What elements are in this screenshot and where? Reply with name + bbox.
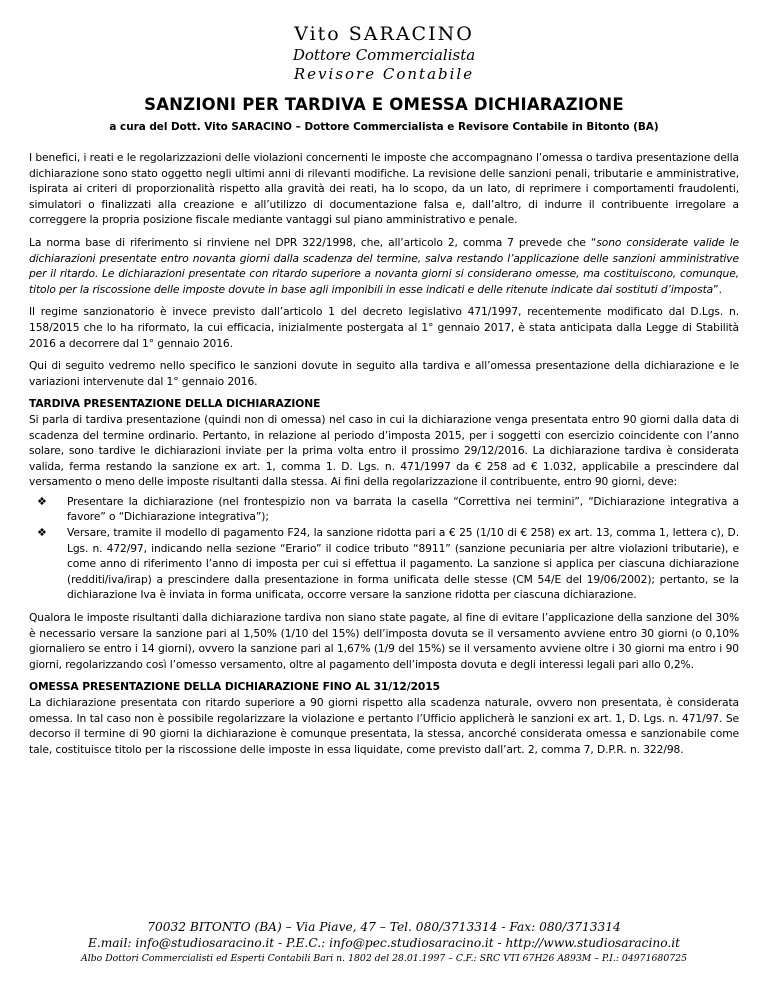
footer-contacts: E.mail: info@studiosaracino.it - P.E.C.: info@pec.studiosaracino.it - http://www.studiosaracino.it bbox=[87, 936, 681, 950]
diamond-bullet-icon: ❖ bbox=[37, 526, 47, 540]
document-title: SANZIONI PER TARDIVA E OMESSA DICHIARAZIONE bbox=[144, 95, 624, 114]
paragraph-intro: I benefici, i reati e le regolarizzazioni delle violazioni concernenti le imposte che accompagnano l’omessa o tardiva presentazione della dichiarazione sono stato oggetto negli ultimi anni di rilevanti modifiche. La revisione delle sanzioni penali, tributarie e amministrative, ispirata ai criteri di proporzionalità rispetto alla gravità dei reati, ha lo scopo, da un lato, di reprimere i comportamenti fraudolenti, simulatori o finalizzati alla creazione e all’utilizzo di documentazione falsa e, dall’altro, di indurre il contribuente irregolare a correggere la propria posizione fiscale mediante vantaggi sul piano amministrativo e penale. bbox=[29, 151, 739, 227]
paragraph-norma-base-end: ”. bbox=[713, 282, 722, 296]
document-body bbox=[29, 150, 739, 764]
paragraph-omessa: La dichiarazione presentata con ritardo superiore a 90 giorni rispetto alla scadenza naturale, ovvero non presentata, è considerata omessa. In tal caso non è possibile regolarizzare la violazione e pertanto l’Ufficio applicherà le sanzioni ex art. 1, D. Lgs. n. 471/97. Se decorso il termine di 90 giorni la dichiarazione è comunque presentata, la stessa, ancorché considerata omessa e sanzionabile come tale, costituisce titolo per la riscossione delle imposte in essa liquidate, come previsto dall’art. 2, comma 7, D.P.R. n. 322/98. bbox=[29, 696, 739, 756]
paragraph-norma-base-start: La norma base di riferimento si rinviene nel DPR 322/1998, che, all’articolo 2, comma 7 prevede che “ bbox=[29, 235, 597, 249]
footer-address: 70032 BITONTO (BA) – Via Piave, 47 – Tel. 080/3713314 - Fax: 080/3713314 bbox=[147, 920, 621, 934]
section-heading-tardiva: TARDIVA PRESENTAZIONE DELLA DICHIARAZIONE bbox=[29, 397, 321, 411]
letterhead bbox=[0, 22, 768, 84]
document-subtitle: a cura del Dott. Vito SARACINO – Dottore Commercialista e Revisore Contabile in Bitonto (BA) bbox=[109, 121, 659, 133]
section-heading-omessa: OMESSA PRESENTAZIONE DELLA DICHIARAZIONE FINO AL 31/12/2015 bbox=[29, 680, 440, 694]
diamond-bullet-icon: ❖ bbox=[37, 494, 47, 508]
letterhead-name: Vito SARACINO bbox=[294, 23, 474, 45]
footer bbox=[0, 919, 768, 967]
footer-registration: Albo Dottori Commercialisti ed Esperti Contabili Bari n. 1802 del 28.01.1997 – C.F.: SRC VTI 67H26 A893M – P.I.: 04971680725 bbox=[81, 953, 687, 964]
list-item-text: Versare, tramite il modello di pagamento F24, la sanzione ridotta pari a € 25 (1/10 di € 258) ex art. 13, comma 1, lettera c), D. Lgs. n. 472/97, indicando nella sezione “Erario” il codice tributo “8911” (sanzione pecuniaria per altre violazioni tributarie), e come anno di riferimento l’anno di imposta per cui si effettua il pagamento. La sanzione si applica per ciascuna dichiarazione (redditi/iva/irap) a prescindere dalla presentazione in forma unificata delle stesse (CM 54/E del 19/06/2002); pertanto, se la dichiarazione Iva è inviata in forma unificata, occorre versare la sanzione ridotta per ciascuna dichiarazione. bbox=[67, 526, 739, 602]
paragraph-norma-base bbox=[29, 235, 739, 297]
list-item bbox=[37, 525, 739, 603]
paragraph-overview: Qui di seguito vedremo nello specifico le sanzioni dovute in seguito alla tardiva e all’omessa presentazione della dichiarazione e le variazioni intervenute dal 1° gennaio 2016. bbox=[29, 359, 739, 388]
list-item-text: Presentare la dichiarazione (nel frontespizio non va barrata la casella “Correttiva nei termini”, “Dichiarazione integrativa a favore” o “Dichiarazione integrativa”); bbox=[67, 494, 739, 524]
quoted-article-text: sono considerate valide le dichiarazioni presentate entro novanta giorni dalla scadenza del termine, salva restando l’applicazione delle sanzioni amministrative per il ritardo. Le dichiarazioni presentate con ritardo superiore a novanta giorni si considerano omesse, ma costituiscono, comunque, titolo per la riscossione delle imposte dovute in base agli imponibili in esse indicati e delle ritenute indicate dai sostituti d’imposta bbox=[29, 235, 739, 296]
paragraph-regime-sanzionatorio: Il regime sanzionatorio è invece previsto dall’articolo 1 del decreto legislativo 471/1997, recentemente modificato dal D.Lgs. n. 158/2015 che lo ha riformato, la cui efficacia, inizialmente postergata al 1° gennaio 2017, è stata anticipata dalla Legge di Stabilità 2016 a decorrere dal 1° gennaio 2016. bbox=[29, 305, 739, 350]
letterhead-revisor: Revisore Contabile bbox=[293, 65, 475, 83]
paragraph-imposte-non-pagate: Qualora le imposte risultanti dalla dichiarazione tardiva non siano state pagate, al fine di evitare l’applicazione della sanzione del 30% è necessario versare la sanzione pari al 1,50% (1/10 del 15%) dell’imposta dovuta se il versamento avviene entro 30 giorni (o 0,10% giornaliero se entro i 14 giorni), ovvero la sanzione pari al 1,67% (1/9 del 15%) se il versamento avviene oltre i 30 giorni ma entro i 90 giorni, regolarizzando così l’omesso versamento, oltre al pagamento dell’imposta dovuta e degli interessi legali pari allo 0,2%. bbox=[29, 611, 739, 671]
letterhead-role: Dottore Commercialista bbox=[292, 46, 476, 64]
list-item bbox=[37, 494, 739, 525]
bullet-list bbox=[29, 494, 739, 603]
paragraph-tardiva: Si parla di tardiva presentazione (quindi non di omessa) nel caso in cui la dichiarazione venga presentata entro 90 giorni dalla data di scadenza del termine ordinario. Pertanto, in relazione al periodo d’imposta 2015, per i soggetti con esercizio coincidente con l’anno solare, sono tardive le dichiarazioni inviate per la prima volta entro il prossimo 29/12/2016. La dichiarazione tardiva è considerata valida, ferma restando la sanzione ex art. 1, comma 1. D. Lgs. n. 471/1997 da € 258 ad € 1.032, applicabile a prescindere dal versamento o meno delle imposte risultanti dalla stessa. Ai fini della regolarizzazione il contribuente, entro 90 giorni, deve: bbox=[29, 412, 739, 489]
